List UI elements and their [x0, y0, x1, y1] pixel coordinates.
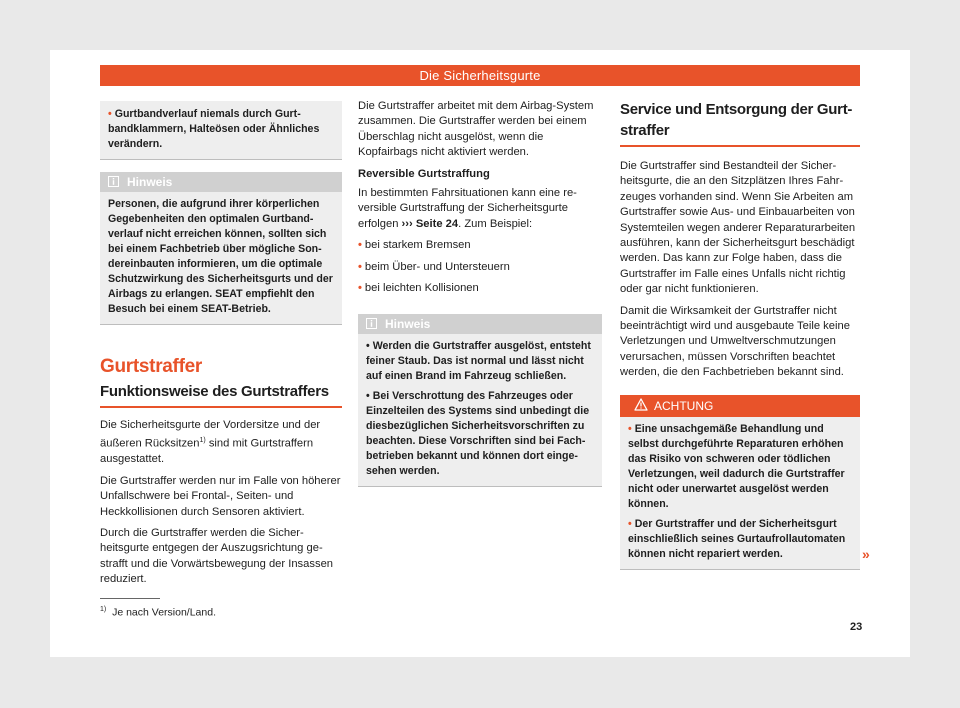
- list-item: [358, 281, 602, 296]
- warning-item: Der Gurtstraffer und der Sicherheitsgurt einschließlich seines Gurtaufrollautomaten können nicht repariert werden.: [628, 517, 846, 560]
- warning-body: [620, 417, 860, 570]
- list-item-text: bei leichten Kollisionen: [364, 282, 479, 295]
- bullet: •: [108, 108, 112, 120]
- paragraph-text: In bestimmten Fahrsituationen kann eine reversible Gurtstraffung der Sicherheitsgurte erfolgen: [358, 187, 577, 230]
- section-title: Gurtstraffer: [100, 356, 202, 377]
- subheading: Reversible Gurtstraffung: [358, 167, 490, 180]
- list-item: [358, 260, 602, 275]
- list-item-text: beim Über- und Untersteuern: [364, 260, 510, 273]
- warning-box: [620, 395, 860, 570]
- column-middle: [358, 99, 602, 487]
- paragraph-text: Die Sicherheitsgurte der Vordersitze und der äußeren Rücksitzen: [100, 418, 321, 450]
- note-body: Personen, die aufgrund ihrer körperlichen Gegebenheiten den optimalen Gurtbandverlauf nicht erreichen können, sollten sich bei einem Fachbetrieb über mögliche Sondereinbauten informieren, um die optimale Schutzwirkung des Sicherheitsgurts und der Airbags zu erlangen. SEAT empfiehlt den Besuch bei einem SEAT-Betrieb.: [100, 192, 342, 325]
- column-left: [100, 101, 342, 594]
- note-header: [358, 314, 602, 334]
- bullet: •: [358, 260, 362, 273]
- service-heading: [620, 99, 860, 147]
- footnote-mark: 1): [100, 606, 107, 613]
- footnote-text: Je nach Version/Land.: [112, 606, 216, 619]
- note-item: Werden die Gurtstraffer ausgelöst, entsteht feiner Staub. Das ist normal und lässt nicht auf einen Brand im Fahrzeug schließen.: [366, 340, 591, 383]
- service-title: Service und Entsorgung der Gurtstraffer: [620, 101, 853, 139]
- page-reference-link[interactable]: ››› Seite 24: [401, 217, 459, 230]
- page-header: Die Sicherheitsgurte: [100, 65, 860, 86]
- paragraph: [358, 186, 602, 232]
- bullet: •: [366, 390, 370, 403]
- paragraph-text: sind mit Gurtstraffern ausgestattet.: [100, 437, 314, 466]
- paragraph: Die Gurtstraffer werden nur im Falle von höherer Unfallschwere bei Frontal-, Seiten- und Heckkollisionen durch Sensoren aktiviert.: [100, 474, 341, 518]
- paragraph: [100, 418, 342, 468]
- note-title: Hinweis: [127, 175, 173, 189]
- list-item-text: bei starkem Bremsen: [364, 239, 471, 252]
- paragraph: Durch die Gurtstraffer werden die Sicherheitsgurte entgegen der Auszugsrichtung gestrafft und die Vorwärtsbewegung der Insassen reduziert.: [100, 526, 334, 586]
- note-body: [358, 334, 602, 487]
- footnote: [100, 606, 216, 619]
- page-number: 23: [850, 621, 863, 633]
- note-box-1: [100, 172, 342, 325]
- warning-header: [620, 395, 860, 417]
- paragraph: Damit die Wirksamkeit der Gurtstraffer nicht beeinträchtigt wird und ausgebaute Teile keine Verletzungen und Umweltverschmutzungen verursachen, müssen Vorschriften beachtet werden, die den Fachbetrieben bekannt sind.: [620, 304, 850, 379]
- list-item: [358, 238, 602, 253]
- warning-triangle-icon: [634, 396, 648, 418]
- info-icon: [108, 173, 119, 193]
- footnote-divider: [100, 598, 160, 599]
- caution-box: [100, 101, 342, 160]
- bullet: •: [358, 239, 362, 252]
- info-icon: [366, 315, 377, 335]
- bullet: •: [628, 422, 632, 435]
- paragraph-text: . Zum Beispiel:: [458, 217, 533, 230]
- subsection-heading: [100, 384, 342, 407]
- caution-text: Gurtbandverlauf niemals durch Gurtbandklammern, Halteösen oder Ähnliches verändern.: [108, 108, 320, 150]
- warning-item: Eine unsachgemäße Behandlung und selbst durchgeführte Reparaturen erhöhen das Risiko von schweren oder tödlichen Verletzungen, weil dadurch die Gurtstraffer nicht oder unerwartet ausgelöst werden können.: [628, 422, 845, 510]
- column-right: [620, 99, 860, 570]
- note-title: Hinweis: [385, 317, 431, 332]
- bullet: •: [358, 282, 362, 295]
- paragraph: Die Gurtstraffer arbeitet mit dem Airbag-System zusammen. Die Gurtstraffer werden bei einem Überschlag nicht ausgelöst, wenn die Kopfairbags nicht aktiviert werden.: [358, 100, 594, 159]
- continue-marker: »: [862, 546, 870, 562]
- note-item: Bei Verschrottung des Fahrzeuges oder Einzelteilen des Systems sind unbedingt die diesbezüglichen Sicherheitsvorschriften zu beachten. Diese Vorschriften sind bei Fachbetrieben bekannt und können dort eingesehen werden.: [366, 390, 590, 478]
- note-box-2: [358, 314, 602, 487]
- bullet: •: [628, 517, 632, 530]
- paragraph: Die Gurtstraffer sind Bestandteil der Sicherheitsgurte, die an den Sitzplätzen Ihres Fahrzeuges vorhanden sind. Wenn Sie Arbeiten am Gurtstraffer sowie Aus- und Einbauarbeiten von Systemteilen wegen anderer Reparaturarbeiten ausführen, kann der Sicherheitsgurt beschädigt werden. Das kann zur Folge haben, dass die Gurtstraffer im Falle eines Unfalls nicht richtig oder gar nicht funktionieren.: [620, 160, 856, 296]
- subsection-title: Funktionsweise des Gurtstraffers: [100, 383, 329, 401]
- note-header: [100, 172, 342, 192]
- bullet: •: [366, 340, 370, 353]
- warning-title: ACHTUNG: [654, 398, 714, 413]
- footnote-ref: 1): [199, 437, 206, 445]
